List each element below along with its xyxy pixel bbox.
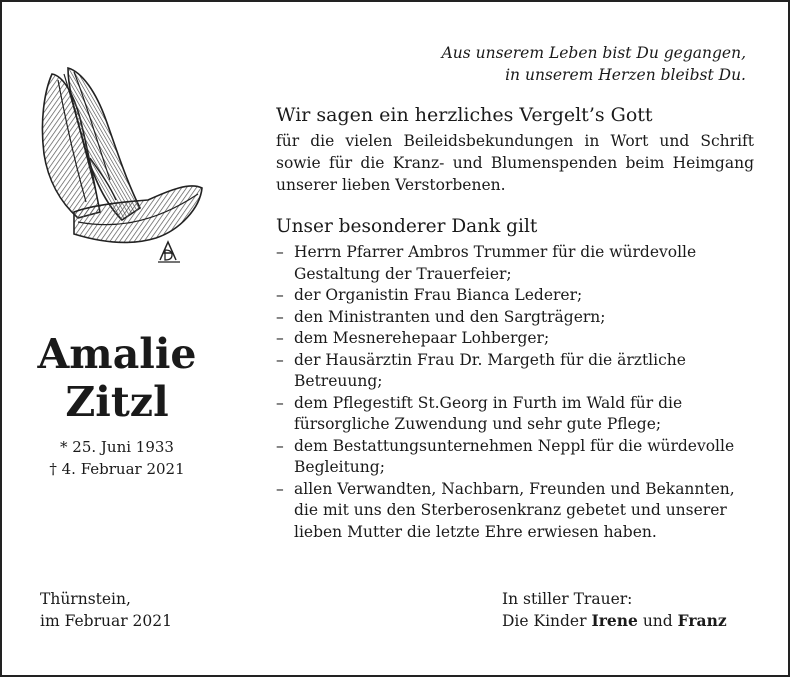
life-dates [22,436,212,480]
list-item [276,285,754,307]
praying-hands-icon [30,62,208,272]
thanks-heading: Wir sagen ein herzliches Vergelt’s Gott [276,104,653,126]
motto-line: Aus unserem Leben bist Du gegangen, [441,44,746,62]
list-item-text: Herrn Pfarrer Ambros Trummer für die würdevolle Gestaltung der Trauerfeier; [294,243,697,283]
child-name: Franz [677,611,727,630]
list-item-text: dem Mesnerehepaar Lohberger; [294,329,550,347]
motto-line: in unserem Herzen bleibst Du. [505,66,746,84]
list-item [276,436,754,479]
thanks-list [276,242,754,543]
list-item [276,350,754,393]
thanks-section [276,102,754,543]
list-item-text: dem Pflegestift St.Georg in Furth im Wald für die fürsorgliche Zuwendung und sehr gute Pflege; [294,393,683,433]
mourners [502,588,727,632]
place-date [40,588,172,632]
list-item [276,328,754,350]
dash: – [276,243,284,261]
dash: – [276,286,284,304]
birth-date: * 25. Juni 1933 [60,438,174,456]
list-item [276,242,754,285]
dash: – [276,436,284,455]
conjunction: und [642,612,673,630]
dash: – [276,350,284,369]
dash: – [276,329,284,347]
special-thanks-heading: Unser besonderer Dank gilt [276,216,538,237]
place: Thürnstein, [40,590,131,608]
last-name: Zitzl [65,378,169,426]
list-item-text: den Ministranten und den Sargträgern; [294,307,606,326]
list-item [276,393,754,436]
list-item-text: der Hausärztin Frau Dr. Margeth für die ärztliche Betreuung; [294,350,686,390]
death-date: † 4. Februar 2021 [49,460,185,478]
family-prefix: Die Kinder [502,612,587,630]
list-item [276,479,754,544]
list-item [276,307,754,329]
child-name: Irene [591,611,638,630]
mourning-label: In stiller Trauer: [502,590,633,608]
thanks-text: für die vielen Beileidsbekundungen in Wort und Schrift sowie für die Kranz- und Blumenspenden beim Heimgang unserer lieben Verstorbenen. [276,132,754,194]
family-line [502,610,727,632]
deceased-name [22,330,212,426]
motto [402,42,746,86]
list-item-text: der Organistin Frau Bianca Lederer; [294,286,583,304]
first-name: Amalie [37,330,197,378]
list-item-text: dem Bestattungsunternehmen Neppl für die würdevolle Begleitung; [294,436,735,476]
date: im Februar 2021 [40,612,172,630]
list-item-text: allen Verwandten, Nachbarn, Freunden und Bekannten, die mit uns den Sterberosenkranz gebetet und unserer lieben Mutter die letzte Ehre erwiesen haben. [294,479,735,541]
dash: – [276,393,284,412]
monogram-icon [158,242,180,262]
dash: – [276,307,284,326]
dash: – [276,479,284,498]
